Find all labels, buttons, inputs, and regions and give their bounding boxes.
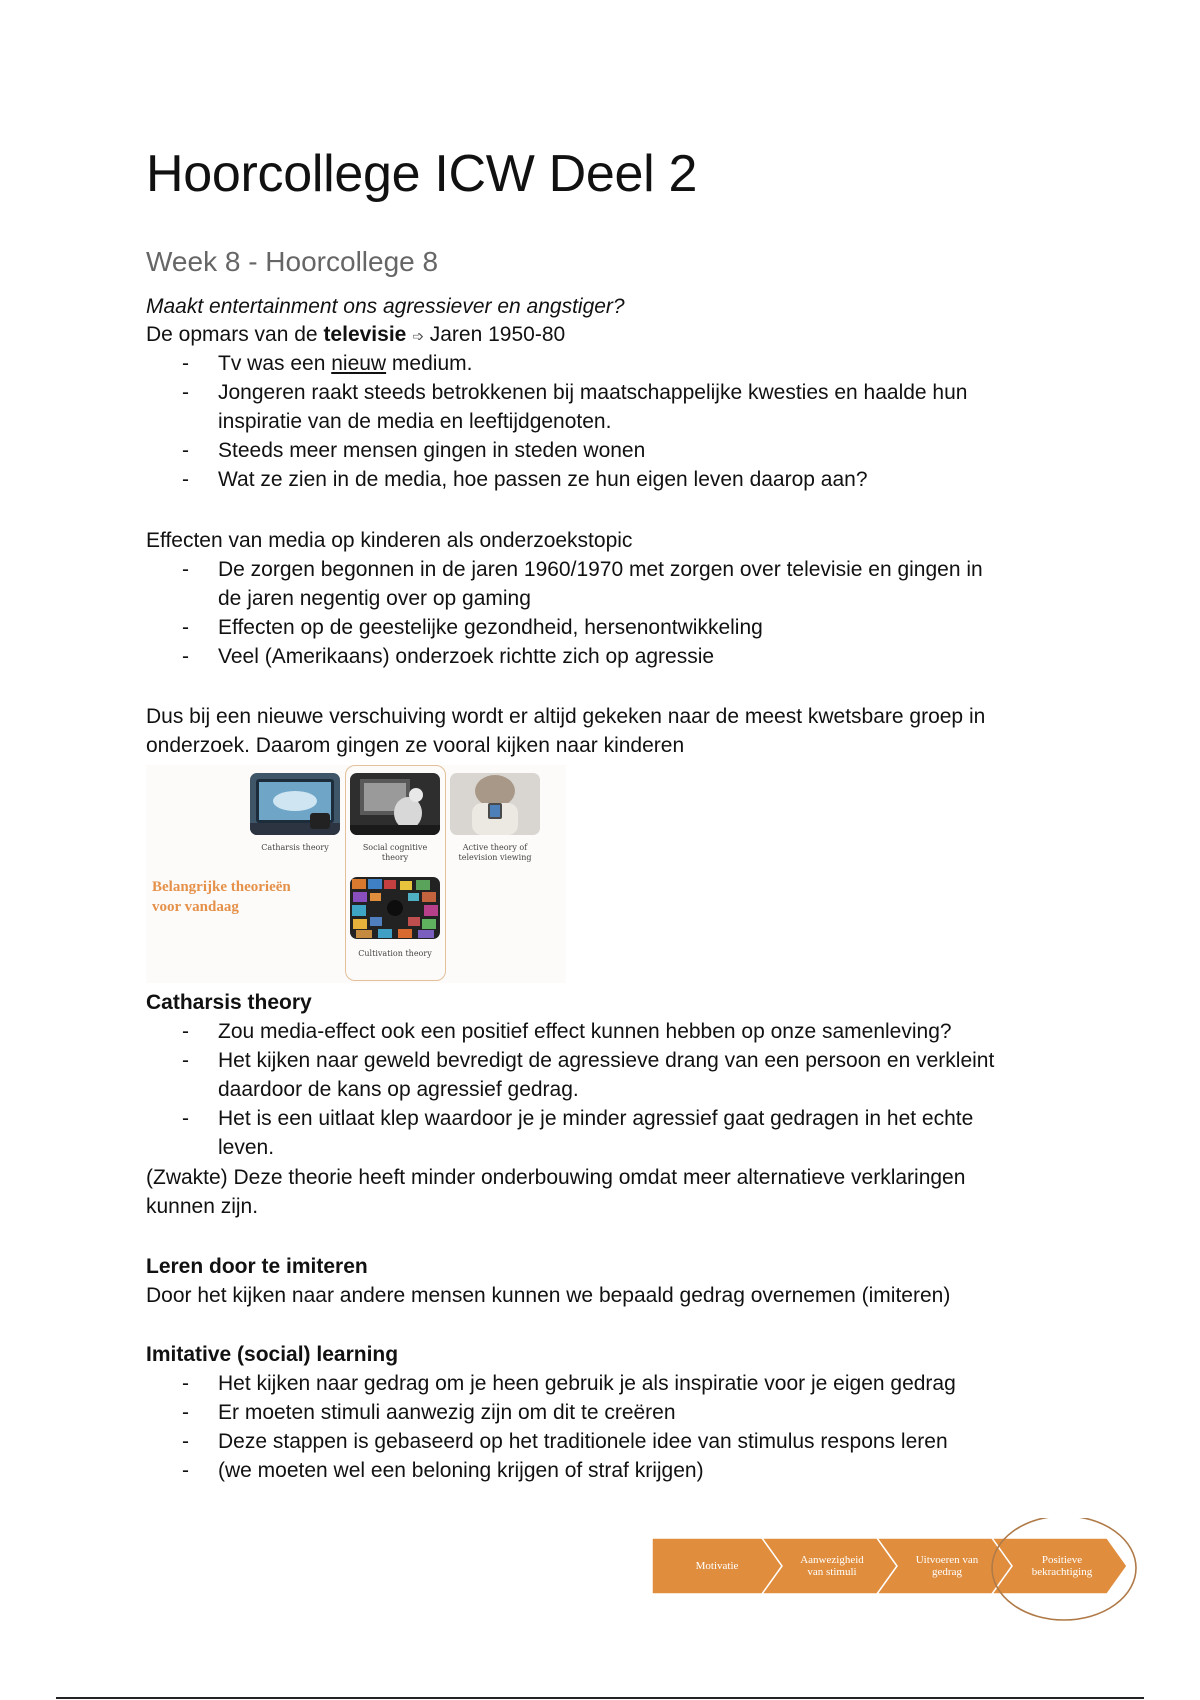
lecture-question: Maakt entertainment ons agressiever en angstiger? [146, 295, 625, 318]
intro-line [146, 320, 565, 352]
intro-suffix: Jaren 1950-80 [423, 323, 566, 346]
process-step-label: Motivatie [695, 1560, 739, 1572]
social-learning-heading: Imitative (social) learning [146, 1343, 399, 1366]
social-cognitive-image [350, 773, 440, 835]
shift-paragraph: Dus bij een nieuwe verschuiving wordt er altijd gekeken naar de meest kwetsbare groep in onderzoek. Daarom gingen ze vooral kijken naar kinderen [146, 705, 986, 757]
process-step-label: Uitvoeren van gedrag [915, 1554, 979, 1578]
list-item: - Jongeren raakt steeds betrokkenen bij maatschappelijke kwesties en haalde hun inspiratie van de media en leeftijdgenoten. [182, 381, 968, 433]
list-item: - Er moeten stimuli aanwezig zijn om dit te creëren [182, 1401, 676, 1424]
cultivation-image [350, 877, 440, 939]
list-item: - Steeds meer mensen gingen in steden wonen [182, 439, 646, 462]
catharsis-weakness: (Zwakte) Deze theorie heeft minder onderbouwing omdat meer alternatieve verklaringen kunnen zijn. [146, 1166, 966, 1218]
intro-bullet-list [146, 349, 967, 494]
list-item: - Deze stappen is gebaseerd op het traditionele idee van stimulus respons leren [182, 1430, 948, 1453]
intro-prefix: De opmars van de [146, 323, 324, 346]
page-title: Hoorcollege ICW Deel 2 [146, 145, 698, 203]
list-item: - Zou media-effect ook een positief effect kunnen hebben op onze samenleving? [182, 1020, 952, 1043]
list-item: - Tv was een nieuw medium. [182, 352, 473, 375]
catharsis-image [250, 773, 340, 835]
figure-heading: Belangrijke theorieën voor vandaag [152, 879, 291, 915]
social-learning-bullet-list [146, 1369, 956, 1485]
footer-divider [56, 1697, 1144, 1699]
theories-figure [146, 765, 566, 983]
imitation-text: Door het kijken naar andere mensen kunnen we bepaald gedrag overnemen (imiteren) [146, 1284, 951, 1307]
learning-process-diagram [648, 1518, 1148, 1628]
list-item: - De zorgen begonnen in de jaren 1960/1970 met zorgen over televisie en gingen in de jaren negentig over op gaming [182, 558, 983, 610]
list-item: - Het kijken naar geweld bevredigt de agressieve drang van een persoon en verkleint daardoor de kans op agressief gedrag. [182, 1049, 995, 1101]
arrow-icon: ➩ [412, 329, 424, 345]
process-step-label: Positieve bekrachtiging [1031, 1554, 1093, 1578]
caption-social-cognitive: Social cognitive theory [362, 843, 428, 862]
intro-bold-term: televisie [323, 323, 407, 346]
effects-bullet-list [146, 555, 983, 671]
list-item: - (we moeten wel een beloning krijgen of straf krijgen) [182, 1459, 704, 1482]
imitation-heading: Leren door te imiteren [146, 1255, 368, 1278]
process-step-label: Aanwezigheid van stimuli [800, 1554, 864, 1578]
caption-cultivation: Cultivation theory [358, 949, 432, 958]
catharsis-bullet-list [146, 1017, 994, 1162]
list-item: - Het is een uitlaat klep waardoor je je minder agressief gaat gedragen in het echte leven. [182, 1107, 974, 1159]
list-item: - Veel (Amerikaans) onderzoek richtte zich op agressie [182, 645, 715, 668]
active-theory-image [450, 773, 540, 835]
caption-active-theory: Active theory of television viewing [458, 843, 532, 862]
list-item: - Het kijken naar gedrag om je heen gebruik je als inspiratie voor je eigen gedrag [182, 1372, 956, 1395]
week-subtitle: Week 8 - Hoorcollege 8 [146, 246, 439, 277]
effects-heading: Effecten van media op kinderen als onderzoekstopic [146, 529, 633, 552]
catharsis-heading: Catharsis theory [146, 991, 312, 1014]
caption-catharsis: Catharsis theory [261, 843, 329, 852]
list-item: - Wat ze zien in de media, hoe passen ze hun eigen leven daarop aan? [182, 468, 868, 491]
list-item: - Effecten op de geestelijke gezondheid, hersenontwikkeling [182, 616, 763, 639]
